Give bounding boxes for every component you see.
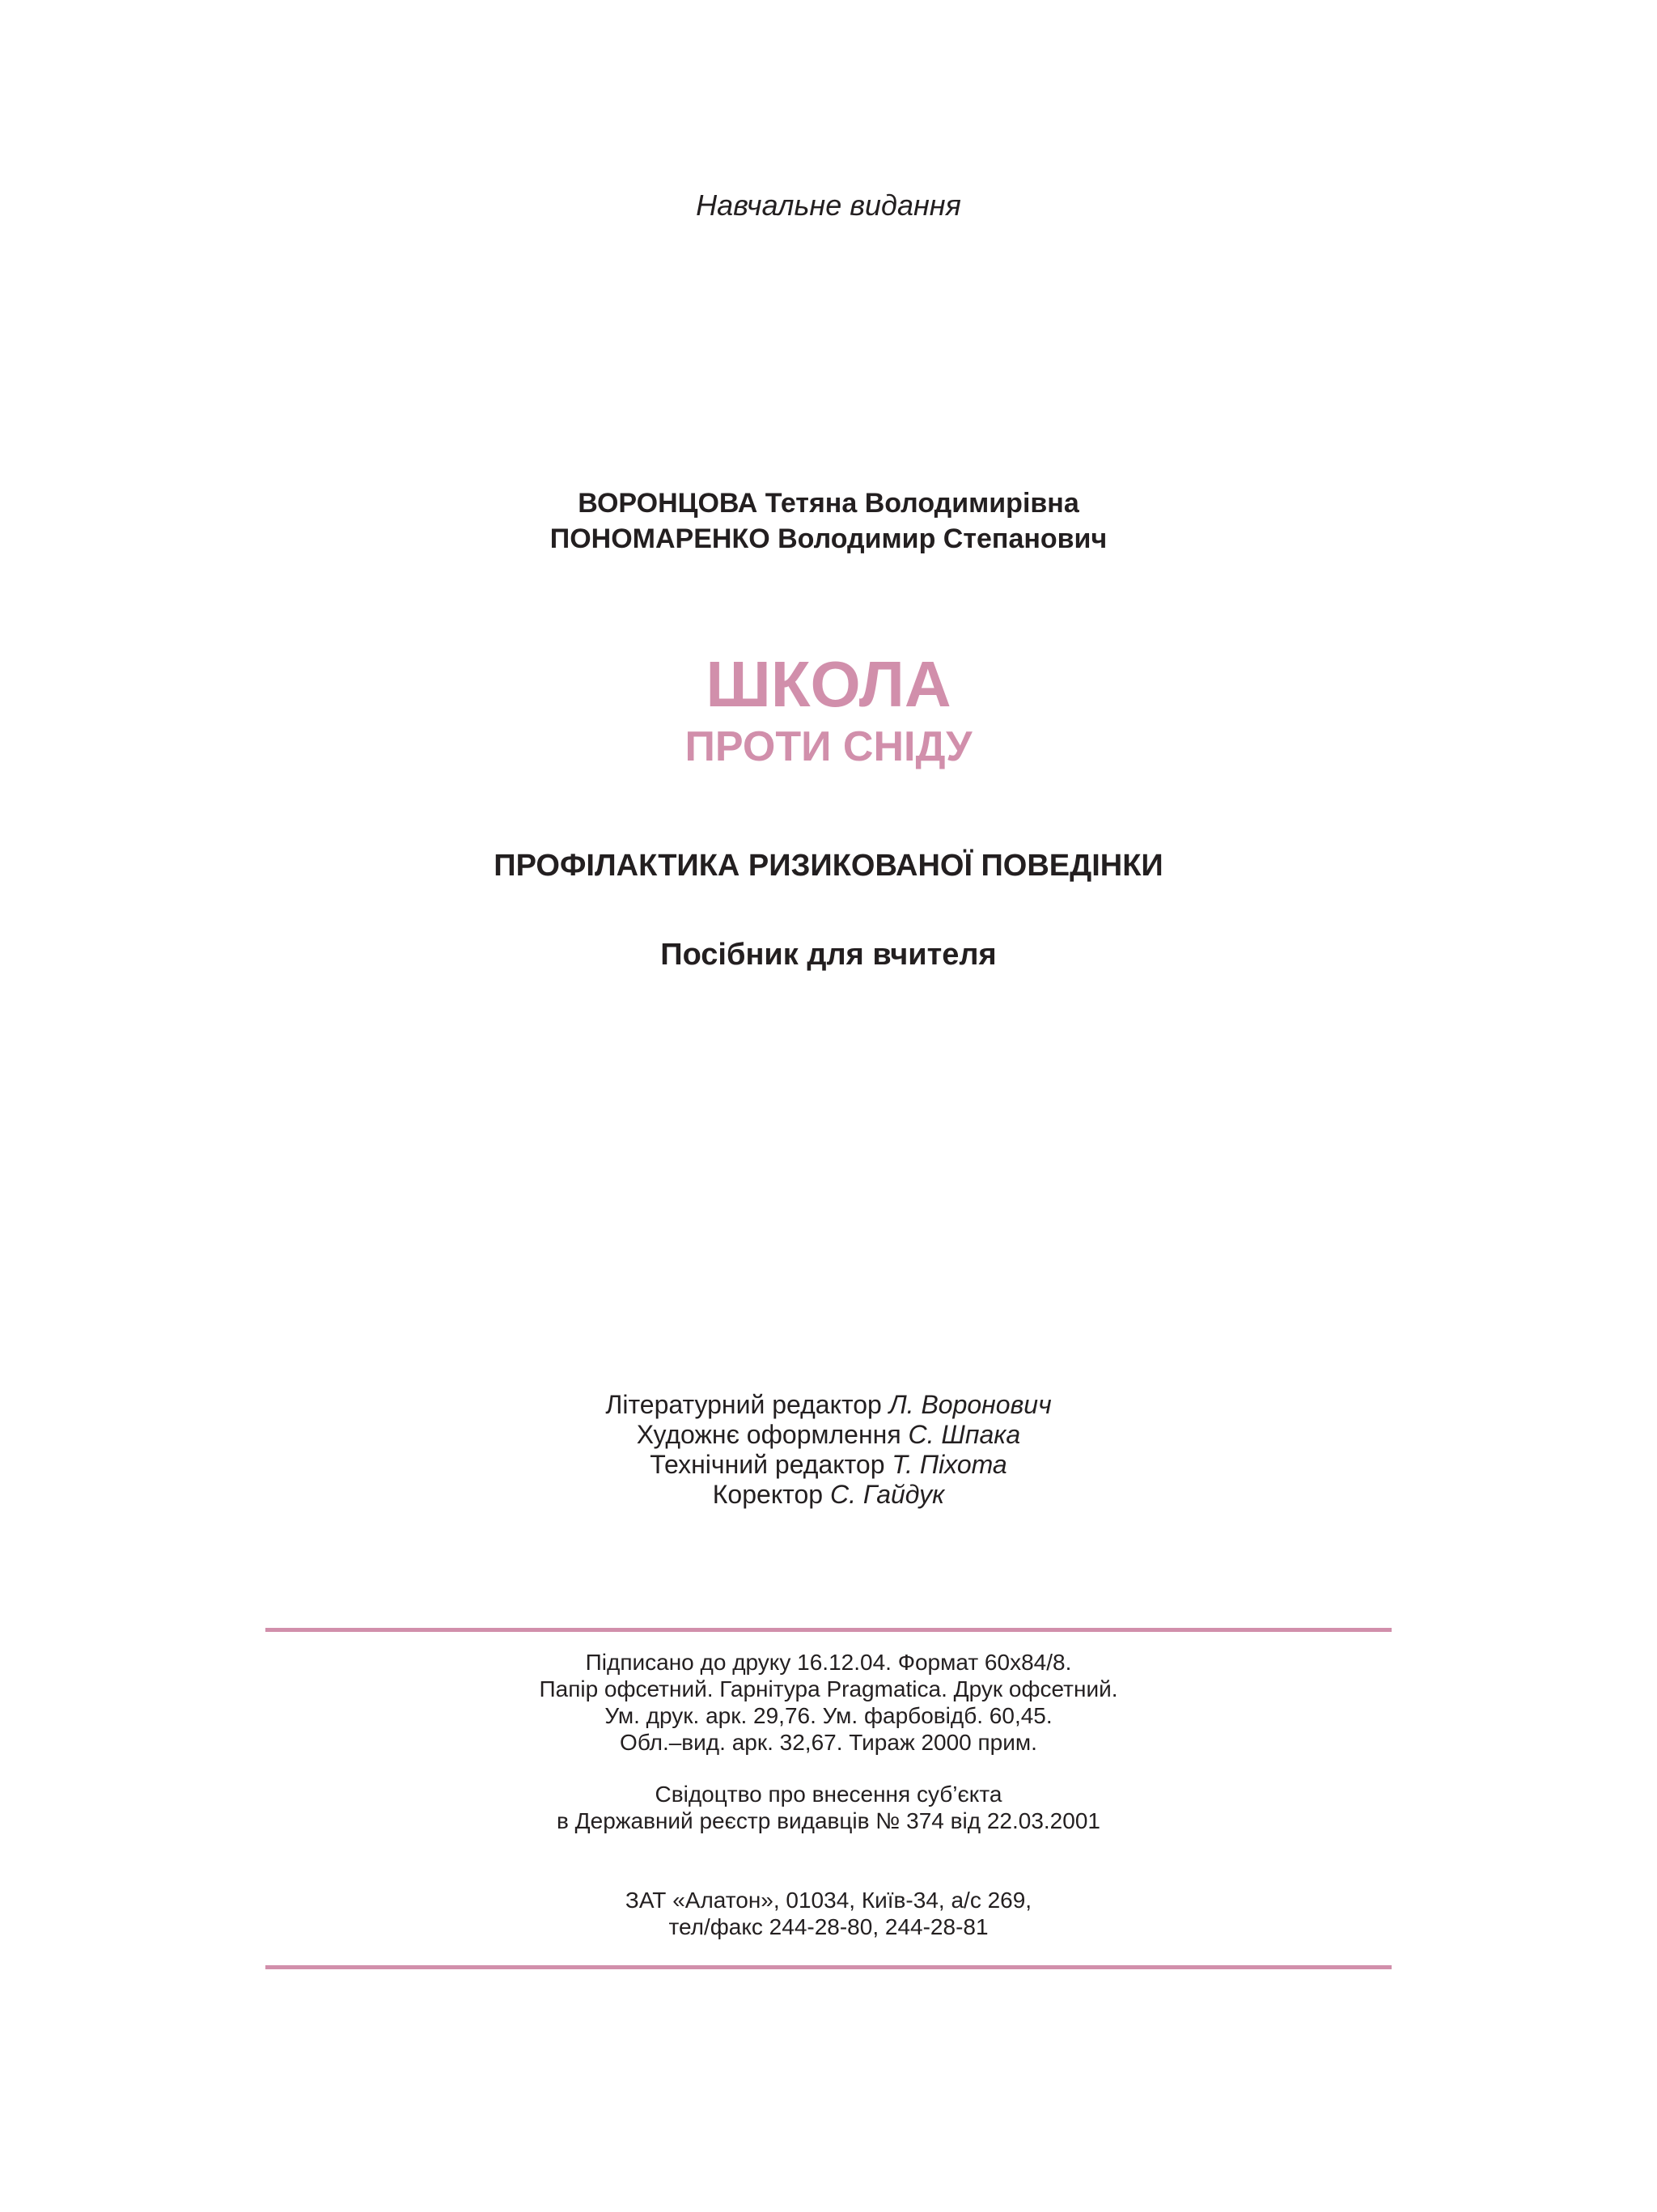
book-subtitle: ПРОФІЛАКТИКА РИЗИКОВАНОЇ ПОВЕДІНКИ [494, 849, 1163, 883]
imprint-line: ЗАТ «Алатон», 01034, Київ-34, а/с 269, [625, 1888, 1032, 1913]
divider-top [265, 1628, 1392, 1632]
credit-role: Коректор [712, 1480, 824, 1509]
edition-type: Навчальне видання [696, 189, 961, 222]
credits-block [0, 1390, 1657, 1510]
credit-role: Літературний редактор [605, 1390, 882, 1419]
credit-role: Технічний редактор [650, 1450, 885, 1479]
imprint-line: Підписано до друку 16.12.04. Формат 60х84/8. [585, 1650, 1072, 1675]
credit-line [0, 1450, 1657, 1480]
imprint-publisher [0, 1887, 1657, 1940]
imprint-certificate [0, 1781, 1657, 1834]
author-name: ПОНОМАРЕНКО Володимир Степанович [549, 523, 1108, 554]
credit-line [0, 1390, 1657, 1420]
imprint-line: Свідоцтво про внесення суб’єкта [655, 1782, 1002, 1807]
divider-bottom [265, 1965, 1392, 1969]
book-title-sub: ПРОТИ СНІДУ [684, 723, 973, 770]
credit-line [0, 1480, 1657, 1510]
book-title: ШКОЛА [706, 648, 951, 720]
credit-name: Л. Воронович [888, 1390, 1052, 1419]
imprint-line: Ум. друк. арк. 29,76. Ум. фарбовідб. 60,45. [604, 1703, 1053, 1728]
author-name: ВОРОНЦОВА Тетяна Володимирівна [578, 488, 1079, 519]
credit-line [0, 1420, 1657, 1450]
imprint-print-details [0, 1649, 1657, 1756]
imprint-line: Обл.–вид. арк. 32,67. Тираж 2000 прим. [620, 1730, 1037, 1755]
credit-name: Т. Піхота [892, 1450, 1007, 1479]
credit-role: Художнє оформлення [636, 1420, 901, 1449]
imprint-line: в Державний реєстр видавців № 374 від 22.03.2001 [557, 1808, 1100, 1833]
credit-name: С. Гайдук [829, 1480, 945, 1509]
book-type: Посібник для вчителя [660, 938, 997, 972]
imprint-line: тел/факс 244-28-80, 244-28-81 [668, 1914, 989, 1939]
imprint-line: Папір офсетний. Гарнітура Pragmatica. Друк офсетний. [539, 1676, 1118, 1701]
credit-name: С. Шпака [908, 1420, 1021, 1449]
